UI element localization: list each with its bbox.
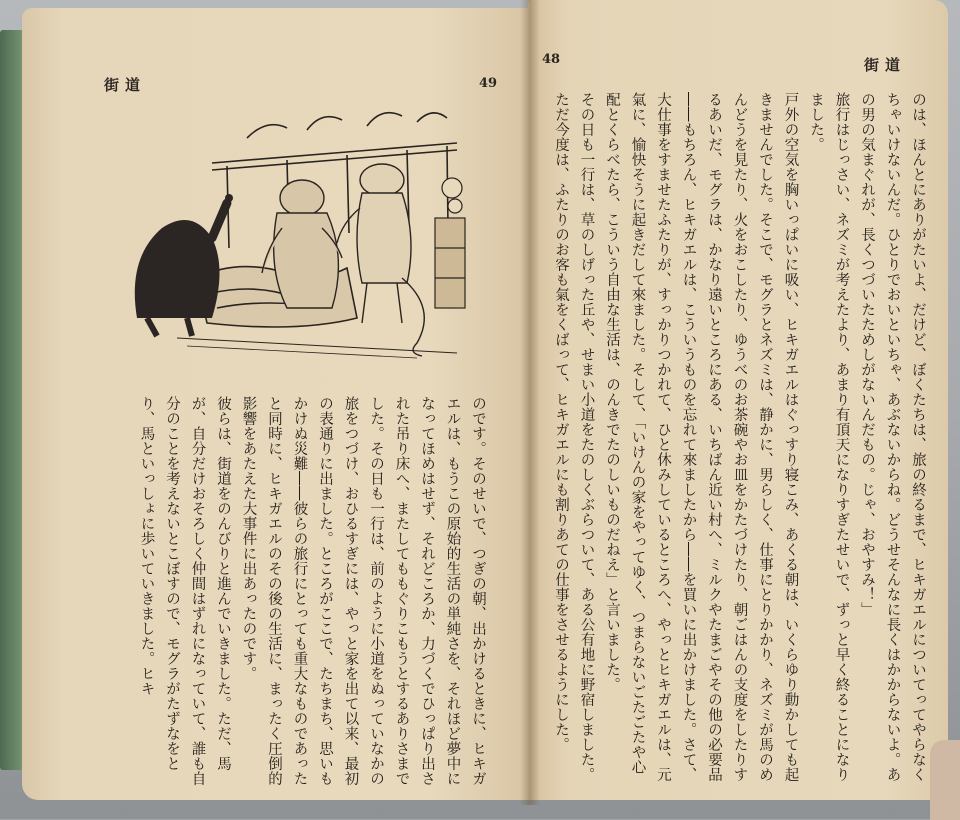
right-paragraph-2: 旅行はじっさい、ネズミが考えたより、あまり有頂天になりすぎたせいで、ずっと早く終ることになりました。 <box>808 92 850 782</box>
right-body-text <box>553 92 930 782</box>
right-paragraph-3: 戸外の空気を胸いっぱいに吸い、ヒキガエルはぐっすり寝こみ、あくる朝は、いくらゆり動かしても起きませんでした。そこで、モグラとネズミは、静かに、男らしく、仕事にとりかかり、ネズミが馬のめんどうを見たり、火をおこしたり、ゆうべのお茶碗やお皿をかたづけたり、朝ごはんの支度をしたりするあいだ、モグラは、かなり遠いところにある、いちばん近い村へ、ミルクやたまごやその他の必要品――もちろん、ヒキガエルは、こういうものを忘れて來ましたから――を買いに出かけました。さて、大仕事をすませたふたりが、すっかりつかれて、ひと休みしているところへ、やっとヒキガエルは、元氣に、愉快そうに起きだして來ました。そして、「いけんの家をやってゆく、つまらないごたごたや心配とくらべたら、こういう自由な生活は、のんきでたのしいものだねえ」と言いました。 <box>604 92 799 782</box>
right-page-number: 48 <box>542 52 561 67</box>
right-paragraph-4: その日も一行は、草のしげった丘や、せまい小道をたのしくぶらついて、ある公有地に野宿しました。ただ今度は、ふたりのお客も氣をくばって、ヒキガエルにも割りあての仕事をさせるようにした。 <box>553 92 595 782</box>
left-page <box>22 8 530 800</box>
right-page <box>528 0 948 800</box>
left-paragraph-2: 彼らは、街道をのんびりと進んでいきました。ただ、馬が、自分だけおそろしく仲間はずれになっていて、誰も自分のことを考えないとこぼすので、モグラがたずなをとり、馬といっしょに歩いていきました。ヒキ <box>138 396 231 786</box>
left-running-head: 街道 <box>104 76 147 94</box>
right-running-head: 街道 <box>864 56 907 74</box>
left-page-number: 49 <box>479 76 498 91</box>
left-body-text <box>70 396 490 791</box>
right-paragraph-1: のは、ほんとにありがたいよ、だけど、ぼくたちは、旅の終るまで、ヒキガエルについてってやらなくちゃいけないんだ。ひとりでおいといちゃ、あぶないからね。どうせそんなに長くはかからないよ。あの男の気まぐれが、長くつづいたためしがないんだもの。じゃ、おやすみ！」 <box>859 92 926 782</box>
illustration-mole-toad-rat <box>117 108 472 373</box>
hand-edge <box>930 740 960 820</box>
left-paragraph-1: のです。そのせいで、つぎの朝、出かけるときに、ヒキガエルは、もうこの原始的生活の単純さを、それほど夢中になってほめはせず、それどころか、力づくでひっぱり出された吊り床へ、またしてももぐりこもうとするありさまでした。その日も一行は、前のように小道をぬっていなかの旅をつづけ、おひるすぎには、やっと家を出て以来、最初の表通りに出ました。ところがここで、たちまち、思いもかけぬ災難――彼らの旅行にとっても重大なものであったと同時に、ヒキガエルのその後の生活に、まったく圧倒的影響をあたえた大事件に出あったのです。 <box>240 396 486 786</box>
rat-figure <box>337 164 424 356</box>
